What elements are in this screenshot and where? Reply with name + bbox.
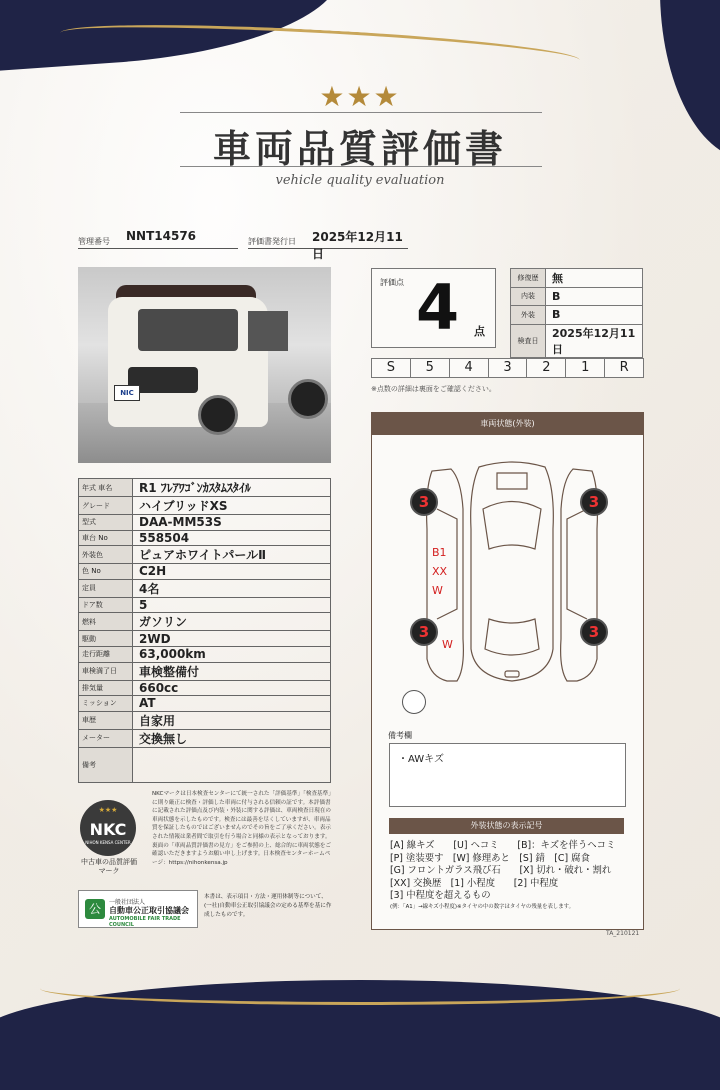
grade-table: [510, 268, 643, 358]
tire-rear-left-mark: 3: [410, 618, 438, 646]
issue-date-value: 2025年12月11日: [312, 230, 403, 261]
title-rule-bottom: [180, 166, 542, 167]
spec-key: グレード: [79, 497, 133, 515]
spec-key: 燃料: [79, 613, 133, 631]
grade-value: B: [546, 287, 643, 306]
nkc-logo-text: NKC: [89, 820, 127, 839]
car-windshield: [138, 309, 238, 351]
tire-front-right-mark: 3: [580, 488, 608, 516]
grade-value: 無: [546, 269, 643, 288]
spec-value: 558504: [133, 530, 331, 546]
legend: [390, 840, 630, 911]
scale-step: 1: [565, 359, 604, 377]
car-front-wheel-icon: [198, 395, 238, 435]
spec-key: 車台 No: [79, 530, 133, 546]
spec-value: 5: [133, 597, 331, 613]
legend-note: (例：「A1」→線キズ小程度)※タイヤの中の数字はタイヤの残量を表します。: [390, 903, 575, 910]
page-title: 車両品質評価書: [212, 126, 507, 171]
top-view-hood: [497, 473, 527, 489]
top-view-rear-window: [485, 619, 539, 655]
grade-row: [511, 287, 643, 306]
top-view-windshield: [483, 502, 541, 550]
spec-row: [79, 613, 331, 631]
damage-mark-b1: B1: [432, 546, 447, 559]
grade-row: [511, 269, 643, 288]
vehicle-spec-table: [78, 478, 331, 783]
top-view-outline: [471, 462, 554, 681]
council-emblem-icon: 公: [85, 899, 105, 919]
score-value: 4: [416, 271, 460, 344]
spec-row: [79, 729, 331, 747]
scale-step: S: [386, 360, 396, 375]
spec-key: 外装色: [79, 546, 133, 564]
issue-date-label: 評価書発行日: [248, 237, 296, 246]
spec-row: [79, 631, 331, 647]
car-side-window: [248, 311, 288, 351]
spec-row: [79, 579, 331, 597]
tire-front-left-mark: 3: [410, 488, 438, 516]
grade-value: 2025年12月11日: [546, 324, 643, 357]
spec-row: [79, 711, 331, 729]
legend-row: [P] 塗装要す [W] 修理あと [S] 錆 [C] 腐食: [390, 852, 590, 864]
vehicle-photo: [78, 267, 331, 463]
page-subtitle: vehicle quality evaluation: [275, 173, 445, 188]
legend-row: [XX] 交換歴 [1] 小程度 [2] 中程度: [390, 877, 559, 889]
spec-key: 年式 車名: [79, 479, 133, 497]
management-number-label: 管理番号: [78, 237, 110, 246]
scale-step: 3: [488, 359, 527, 377]
legend-row: [A] 線キズ [U] ヘコミ [B]：キズを伴うヘコミ: [390, 840, 616, 851]
spec-key: 車検満了日: [79, 662, 133, 680]
score-scale: [371, 358, 644, 378]
issue-date-field: [248, 230, 408, 261]
score-unit: 点: [474, 325, 485, 338]
spec-value: 2WD: [133, 631, 331, 647]
spec-row: [79, 515, 331, 531]
spec-value: ガソリン: [133, 613, 331, 631]
scale-step: R: [604, 359, 643, 377]
remarks-label: 備考欄: [388, 731, 412, 740]
grade-value: B: [546, 306, 643, 325]
spec-value: 自家用: [133, 711, 331, 729]
tire-rear-right-mark: 3: [580, 618, 608, 646]
grade-key: 外装: [511, 306, 546, 325]
spec-value: [133, 747, 331, 782]
spec-value: 交換無し: [133, 729, 331, 747]
car-rear-wheel-icon: [288, 379, 328, 419]
council-description: 本書は、表示項目・方法・運用体制等について、(一社)自動車公正取引協議会の定める基準を基に作成したものです。: [204, 894, 332, 918]
spec-value: 660cc: [133, 680, 331, 696]
form-code: TA_210121: [606, 930, 640, 937]
rating-stars-icon: ★★★: [319, 80, 401, 113]
spec-value: 63,000km: [133, 646, 331, 662]
nkc-caption: 中古車の品質評価マーク: [81, 858, 137, 875]
spec-row: [79, 546, 331, 564]
spec-value: C2H: [133, 564, 331, 580]
title-rule-top: [180, 112, 542, 113]
exterior-condition-heading: 車両状態(外装): [372, 413, 643, 435]
spec-key: 駆動: [79, 631, 133, 647]
grade-row: [511, 324, 643, 357]
spare-tire-icon: [402, 690, 426, 714]
spec-value: ピュアホワイトパールⅡ: [133, 546, 331, 564]
spec-row: [79, 497, 331, 515]
grade-key: 内装: [511, 287, 546, 306]
spec-value: AT: [133, 696, 331, 712]
spec-row: [79, 747, 331, 782]
spec-key: 排気量: [79, 680, 133, 696]
damage-mark-rear-w: W: [442, 638, 453, 651]
spec-value: 4名: [133, 579, 331, 597]
top-view-plate: [505, 671, 519, 677]
grade-key: 検査日: [511, 324, 546, 357]
spec-row: [79, 662, 331, 680]
evaluation-score-box: [371, 268, 496, 348]
remarks-text: ・AWキズ: [398, 754, 444, 765]
nkc-description: NKCマークは日本検査センターにて統一された「評価基準」「検査基準」に則り厳正に検査・評価した車両に付与される信頼の証です。本評価書に記載された評価点及び内装・外装に関する評価は、車両検査日現在の車両状態を示したものです。検査には最善を尽くしていますが、車両品質を保証したものではございませんのでその旨をご了承ください。表示された情報は業者間で取引を行う場合と同様の表示となっております。裏面の「車両品質評価書の見方」をご参照の上、総合的に車両状態をご確認いただきますようお願い申し上げます。日本検査センターホームページ：https://nihonkensa.jp: [152, 791, 332, 866]
scale-step: 4: [449, 359, 488, 377]
spec-key: 定員: [79, 579, 133, 597]
council-line1: 一般社団法人: [109, 899, 146, 906]
spec-value: R1 ﾌﾚｱﾜｺﾞﾝｶｽﾀﾑｽﾀｲﾙ: [133, 479, 331, 497]
nic-plate-badge: NIC: [114, 385, 140, 401]
fair-trade-council-logo: [78, 890, 198, 928]
spec-row: [79, 530, 331, 546]
damage-mark-w: W: [432, 584, 443, 597]
management-number-value: NNT14576: [126, 229, 197, 243]
spec-key: 色 No: [79, 564, 133, 580]
spec-value: 車検整備付: [133, 662, 331, 680]
spec-key: メーター: [79, 729, 133, 747]
decor-gold-line-bottom: [40, 972, 680, 1005]
grade-row: [511, 306, 643, 325]
grade-key: 修復歴: [511, 269, 546, 288]
spec-key: 備考: [79, 747, 133, 782]
score-label: 評価点: [380, 278, 404, 287]
spec-row: [79, 479, 331, 497]
legend-row: [3] 中程度を超えるもの: [390, 890, 491, 902]
council-line3: AUTOMOBILE FAIR TRADE COUNCIL: [109, 916, 181, 928]
spec-row: [79, 696, 331, 712]
nkc-logo-subtext: NIHON KENSA CENTER: [85, 840, 131, 845]
scale-step: 5: [410, 359, 449, 377]
nkc-stars-icon: ★★★: [98, 806, 118, 814]
spec-key: 車歴: [79, 711, 133, 729]
spec-row: [79, 680, 331, 696]
spec-key: ミッション: [79, 696, 133, 712]
spec-value: ハイブリッドXS: [133, 497, 331, 515]
management-number-field: [78, 230, 238, 249]
scale-step: 2: [526, 359, 565, 377]
council-line2: 自動車公正取引協議会: [109, 906, 189, 915]
spec-key: 走行距離: [79, 646, 133, 662]
spec-value: DAA-MM53S: [133, 515, 331, 531]
right-side-windows: [567, 509, 587, 619]
scale-note: ※点数の詳細は裏面をご確認ください。: [371, 385, 496, 393]
spec-key: ドア数: [79, 597, 133, 613]
spec-row: [79, 597, 331, 613]
left-side-windows: [437, 509, 457, 619]
nkc-logo: [80, 800, 136, 856]
spec-key: 型式: [79, 515, 133, 531]
spec-row: [79, 564, 331, 580]
legend-row: [G] フロントガラス飛び石 [X] 切れ・破れ・割れ: [390, 865, 612, 877]
legend-heading: 外装状態の表示記号: [389, 818, 624, 834]
damage-mark-xx: XX: [432, 565, 448, 578]
spec-row: [79, 646, 331, 662]
remarks-box: [389, 743, 626, 807]
